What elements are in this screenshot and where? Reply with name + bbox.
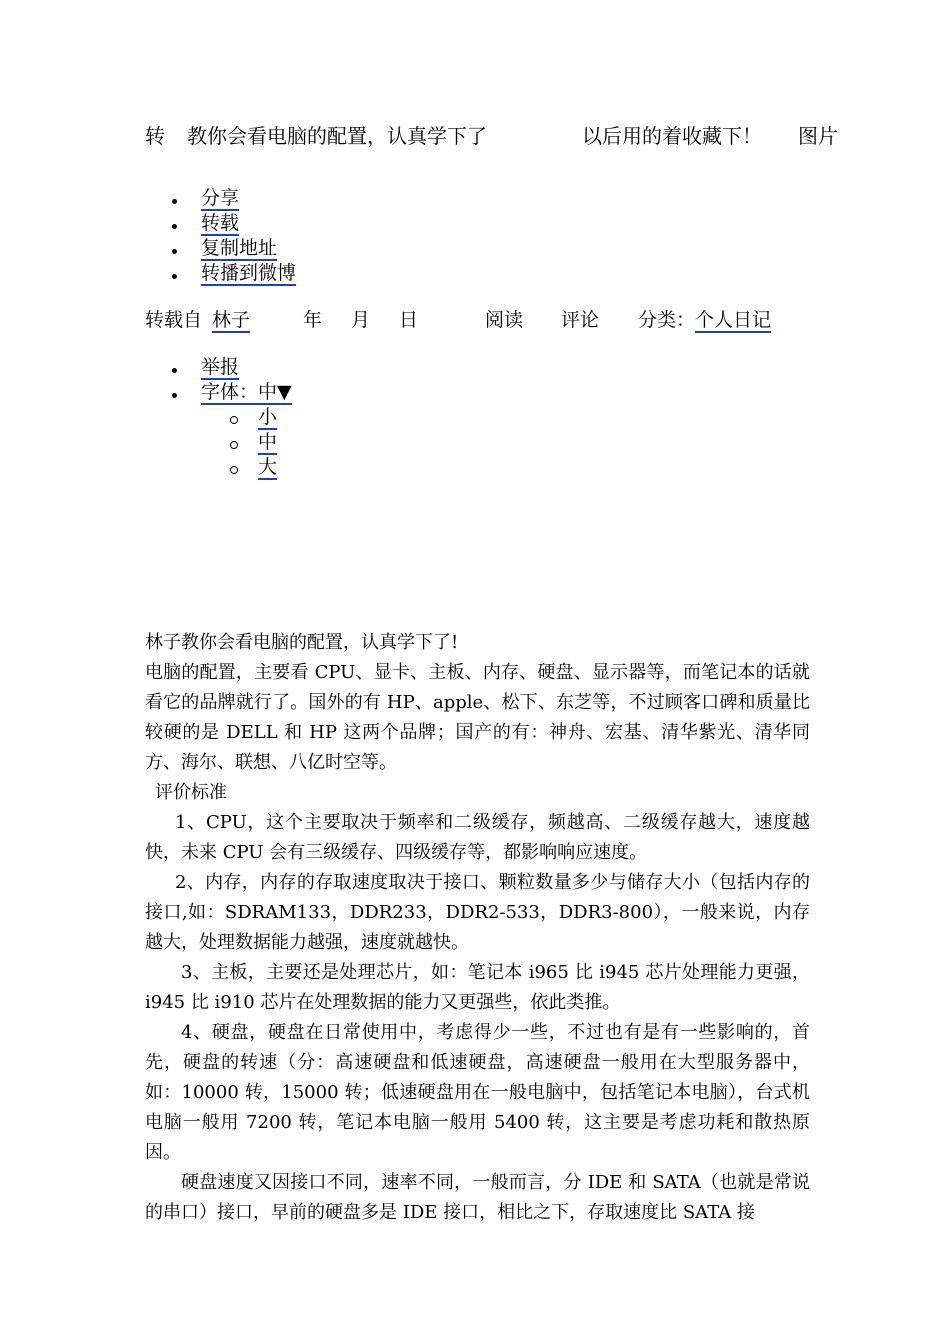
category-link[interactable]: 个人日记: [695, 309, 772, 331]
font-size-dropdown[interactable]: 字体：中▼: [201, 381, 292, 403]
copy-address-link[interactable]: 复制地址: [201, 237, 278, 259]
title-images: 图片: [798, 124, 838, 148]
share-to-weibo-link[interactable]: 转播到微博: [201, 262, 297, 284]
list-item: [170, 236, 296, 261]
list-item: [230, 430, 277, 455]
font-size-medium[interactable]: 中: [258, 431, 278, 453]
bullet-icon: [172, 224, 177, 229]
font-size-small[interactable]: 小: [258, 406, 278, 428]
article-paragraph: 2、内存，内存的存取速度取决于接口、颗粒数量多少与储存大小（包括内存的接口,如：SDRAM133，DDR233，DDR2-533，DDR3-800），一般来说，内存越大，处理数据能力越强，速度就越快。: [145, 872, 810, 953]
list-item: [230, 455, 277, 480]
action-list: [170, 186, 296, 286]
comment-label: 评论: [561, 309, 600, 331]
list-item: [170, 355, 292, 380]
font-size-options: [230, 405, 277, 480]
circle-bullet-icon: [230, 466, 238, 474]
tool-list: [170, 355, 292, 405]
month-label: 月: [351, 309, 371, 331]
article-paragraph: 4、硬盘，硬盘在日常使用中，考虑得少一些，不过也有是有一些影响的，首先，硬盘的转速（分：高速硬盘和低速硬盘，高速硬盘一般用在大型服务器中，如：10000 转，15000 转；低速硬盘用在一般电脑中，包括笔记本电脑），台式机电脑一般用 7200 转，笔记本电脑一般用 5400 转，这主要是考虑功耗和散热原因。: [145, 1022, 810, 1163]
list-item: [170, 211, 296, 236]
article-heading: 林子教你会看电脑的配置，认真学下了!: [145, 632, 459, 653]
circle-bullet-icon: [230, 441, 238, 449]
title-suffix: 以后用的着收藏下！: [582, 124, 762, 148]
author-link[interactable]: 林子: [212, 309, 251, 331]
list-item: [170, 261, 296, 286]
title-prefix: 转: [145, 124, 165, 148]
repost-link[interactable]: 转载: [201, 212, 240, 234]
article-paragraph: 3、主板，主要还是处理芯片，如：笔记本 i965 比 i945 芯片处理能力更强，i945 比 i910 芯片在处理数据的能力又更强些，依此类推。: [145, 962, 810, 1013]
article-body: [145, 628, 810, 1228]
day-label: 日: [399, 309, 419, 331]
circle-bullet-icon: [230, 416, 238, 424]
bullet-icon: [172, 368, 177, 373]
bullet-icon: [172, 199, 177, 204]
share-link[interactable]: 分享: [201, 187, 240, 209]
list-item: [230, 405, 277, 430]
from-label: 转载自: [145, 309, 203, 331]
report-link[interactable]: 举报: [201, 356, 240, 378]
article-paragraph: 电脑的配置，主要看 CPU、显卡、主板、内存、硬盘、显示器等，而笔记本的话就看它的品牌就行了。国外的有 HP、apple、松下、东芝等，不过顾客口碑和质量比较硬的是 DELL 和 HP 这两个品牌；国产的有：神舟、宏基、清华紫光、清华同方、海尔、联想、八亿时空等。: [145, 662, 810, 773]
page-title: [145, 122, 838, 150]
list-item: [170, 186, 296, 211]
category-label: 分类：: [638, 309, 696, 331]
article-paragraph: 1、CPU，这个主要取决于频率和二级缓存，频越高、二级缓存越大，速度越快，未来 CPU 会有三级缓存、四级缓存等，都影响响应速度。: [145, 812, 810, 863]
section-heading: 评价标准: [155, 782, 227, 803]
list-item: [170, 380, 292, 405]
bullet-icon: [172, 393, 177, 398]
title-main: 教你会看电脑的配置，认真学下了: [187, 124, 487, 148]
read-label: 阅读: [485, 309, 524, 331]
bullet-icon: [172, 249, 177, 254]
year-label: 年: [303, 309, 323, 331]
article-paragraph: 硬盘速度又因接口不同，速率不同，一般而言，分 IDE 和 SATA（也就是常说的串口）接口，早前的硬盘多是 IDE 接口，相比之下，存取速度比 SATA 接: [145, 1172, 810, 1223]
bullet-icon: [172, 274, 177, 279]
font-size-large[interactable]: 大: [258, 456, 278, 478]
